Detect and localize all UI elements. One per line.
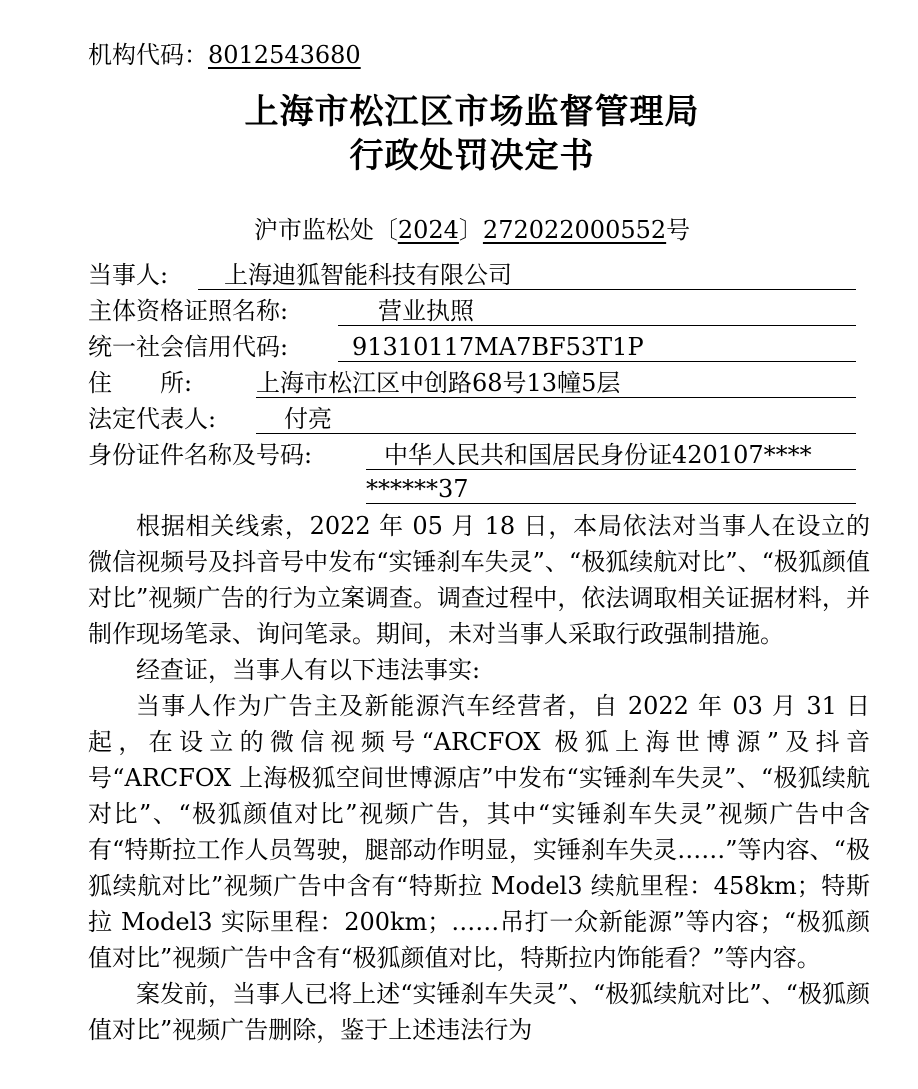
org-code-label: 机构代码： [88, 41, 208, 69]
document-title-line1: 上海市松江区市场监督管理局 [244, 92, 700, 132]
paragraph-pre-case: 案发前，当事人已将上述“实锤刹车失灵”、“极狐续航对比”、“极狐颜值对比”视频广告删除，鉴于上述违法行为 [88, 980, 870, 1044]
paragraph-case-initiation: 根据相关线索，2022 年 05 月 18 日，本局依法对当事人在设立的微信视频号及抖音号中发布“实锤刹车失灵”、“极狐续航对比”、“极狐颜值对比”视频广告的行为立案调查。调查过程中，依法调取相关证据材料，并制作现场笔录、询问笔录。期间，未对当事人采取行政强制措施。 [88, 512, 870, 648]
field-license-name [88, 294, 856, 328]
doc-no-prefix: 沪市监松处〔 [253, 216, 398, 244]
doc-no-suffix: 号 [666, 216, 691, 244]
field-value: 中华人民共和国居民身份证420107**** [366, 438, 856, 470]
field-party [88, 258, 856, 292]
field-label: 住 所: [88, 369, 193, 397]
field-value: 营业执照 [338, 294, 856, 326]
field-value: 上海迪狐智能科技有限公司 [198, 258, 856, 290]
field-label: 统一社会信用代码: [88, 333, 289, 361]
paragraph-violation-facts: 当事人作为广告主及新能源汽车经营者，自 2022 年 03 月 31 日起，在设立的微信视频号“ARCFOX 极狐上海世博源”及抖音号“ARCFOX 上海极狐空间世博源店”中发布“实锤刹车失灵”、“极狐续航对比”、“极狐颜值对比”视频广告，其中“实锤刹车失灵”视频广告中含有“特斯拉工作人员驾驶，腿部动作明显，实锤刹车失灵……”等内容、“极狐续航对比”视频广告中含有“特斯拉 Model3 续航里程：458km；特斯拉 Model3 实际里程：200km；……吊打一众新能源”等内容；“极狐颜值对比”视频广告中含有“极狐颜值对比，特斯拉内饰能看？”等内容。 [88, 692, 870, 972]
field-id-document [88, 438, 856, 472]
field-credit-code [88, 330, 856, 364]
org-code-value: 8012543680 [208, 41, 361, 69]
doc-no-number: 272022000552 [482, 216, 667, 244]
field-value: ******37 [366, 472, 856, 504]
paragraph-findings-intro: 经查证，当事人有以下违法事实: [136, 656, 481, 684]
field-label: 当事人: [88, 261, 169, 289]
document-title-line2: 行政处罚决定书 [349, 136, 595, 176]
field-label: 身份证件名称及号码: [88, 441, 313, 469]
field-label: 法定代表人: [88, 405, 217, 433]
doc-no-mid: 〕 [458, 216, 483, 244]
field-value: 上海市松江区中创路68号13幢5层 [256, 366, 856, 398]
field-value: 91310117MA7BF53T1P [338, 330, 856, 362]
field-value: 付亮 [256, 402, 856, 434]
org-code-line [88, 38, 361, 72]
document-number [88, 212, 856, 248]
field-label: 主体资格证照名称: [88, 297, 289, 325]
field-legal-rep [88, 402, 856, 436]
field-address [88, 366, 856, 400]
field-id-document-cont [88, 472, 856, 506]
decision-body [88, 508, 870, 1048]
doc-no-year: 2024 [397, 216, 459, 244]
